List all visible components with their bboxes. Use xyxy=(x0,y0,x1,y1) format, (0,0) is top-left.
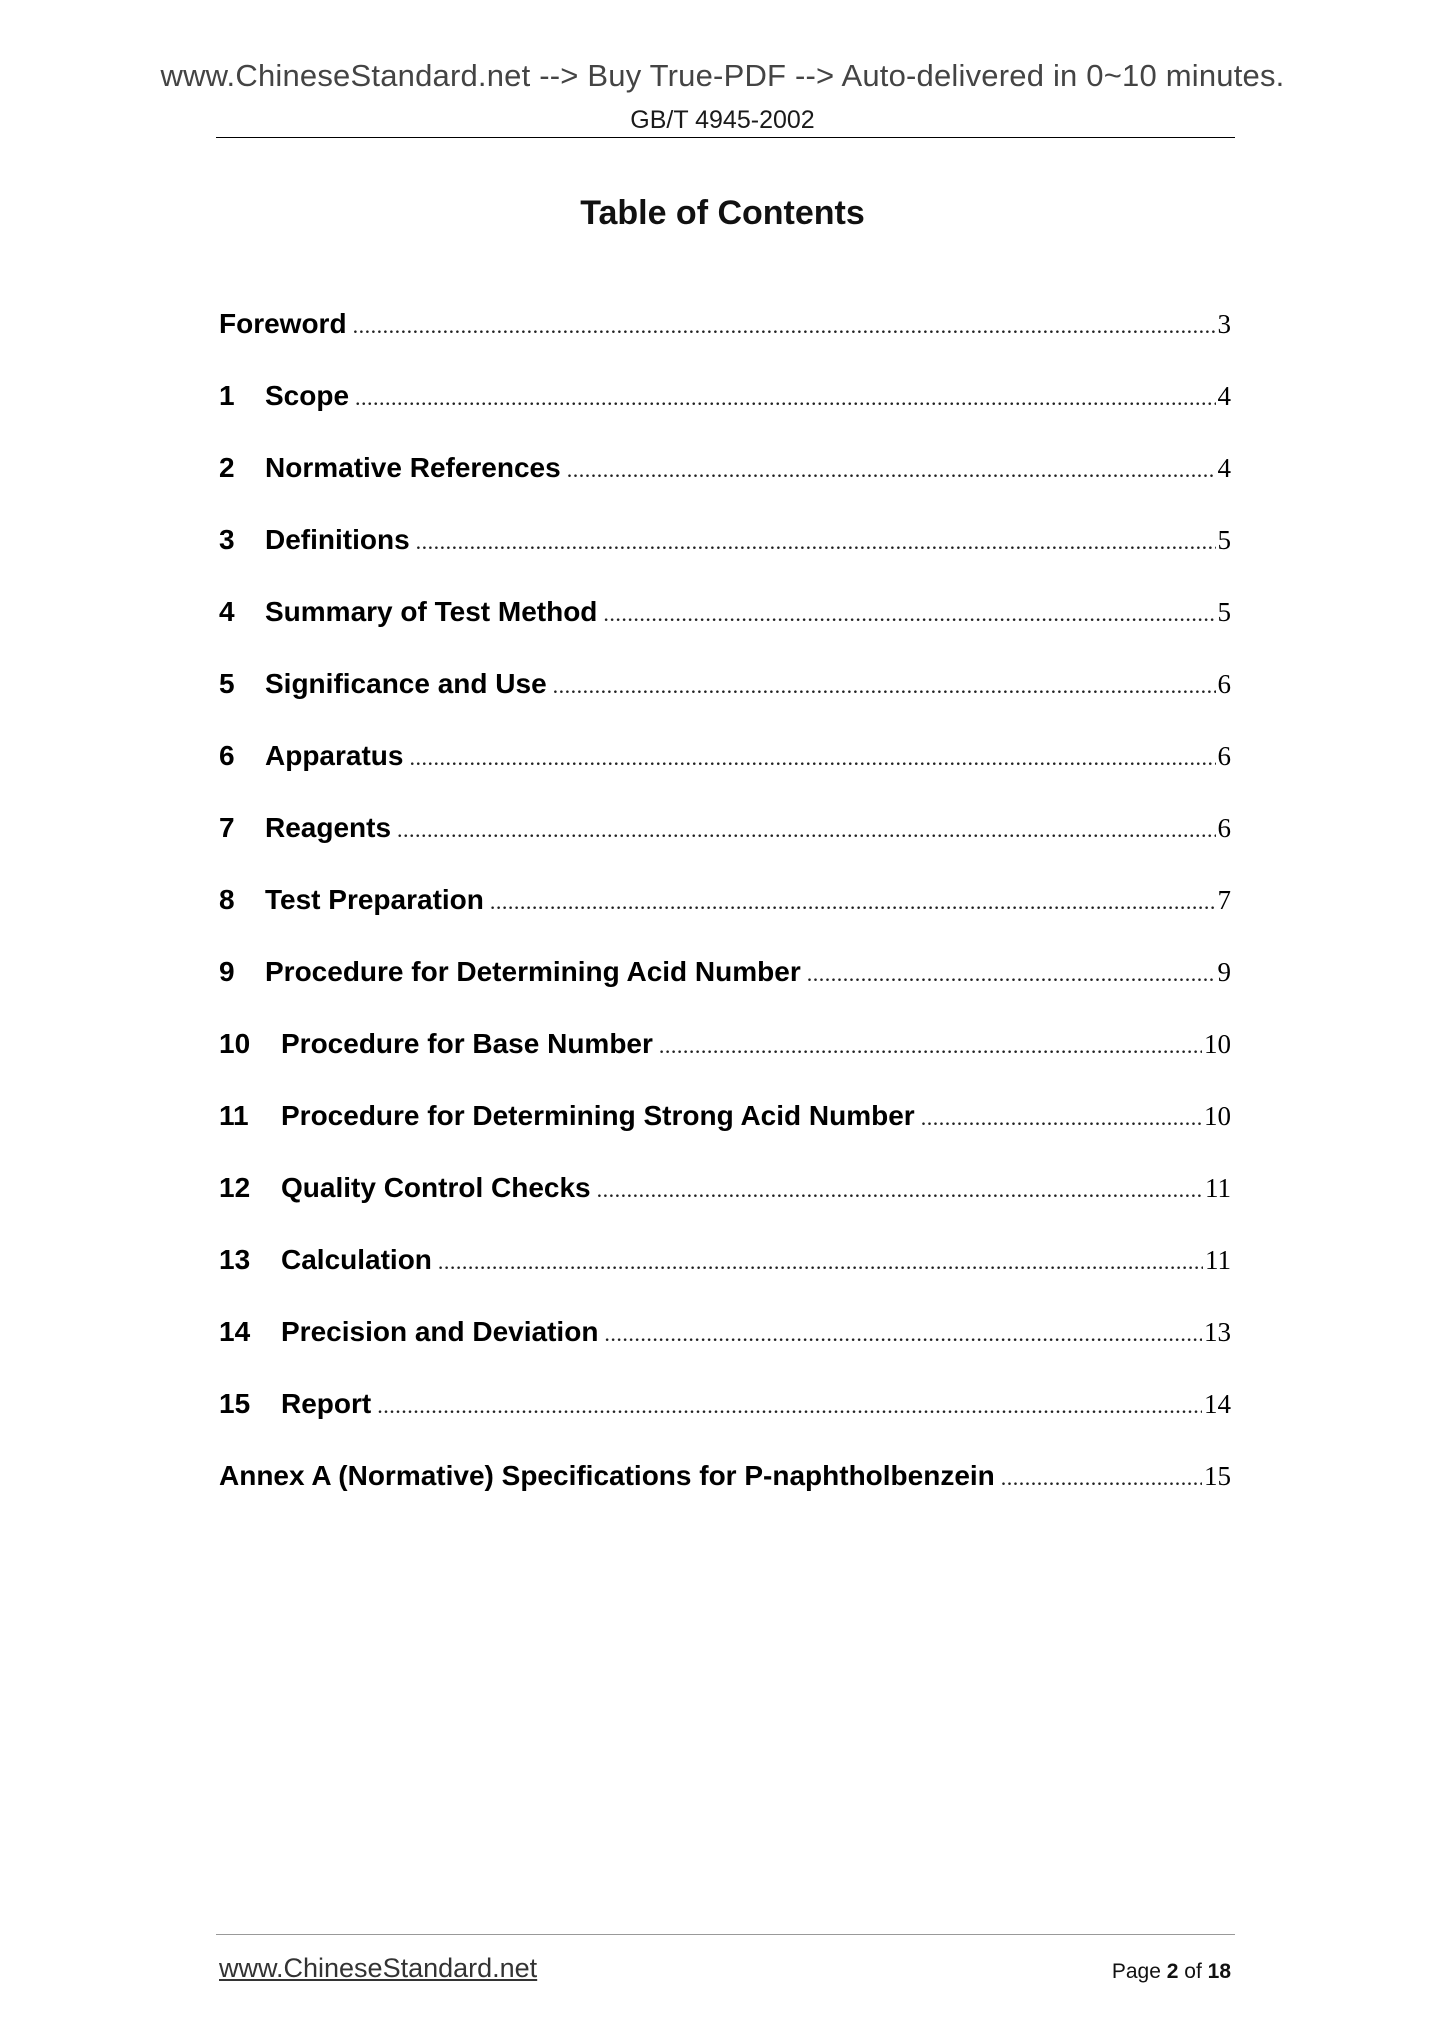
toc-entry-page: 10 xyxy=(1204,1029,1231,1059)
footer-site-link[interactable]: www.ChineseStandard.net xyxy=(219,1953,538,1983)
toc-entry-page: 4 xyxy=(1217,453,1231,483)
toc-entry-page: 15 xyxy=(1204,1461,1231,1491)
toc-entry-label: Normative References xyxy=(265,452,561,483)
toc-entry-acid-number[interactable] xyxy=(219,956,1231,1028)
toc-leader-dots xyxy=(490,889,1216,915)
toc-entry-page: 10 xyxy=(1204,1101,1231,1131)
toc-entry-label: Summary of Test Method xyxy=(265,596,598,627)
toc-entry-summary[interactable] xyxy=(219,596,1231,668)
toc-leader-dots xyxy=(603,601,1215,627)
toc-entry-label: Definitions xyxy=(265,524,410,555)
toc-entry-number: 10 xyxy=(219,1028,251,1059)
toc-entry-number: 4 xyxy=(219,596,235,627)
toc-entry-page: 11 xyxy=(1205,1173,1231,1203)
toc-leader-dots xyxy=(397,817,1215,843)
toc-entry-label: Annex A (Normative) Specifications for P-naphtholbenzein xyxy=(219,1460,995,1491)
toc-entry-page: 6 xyxy=(1217,669,1231,699)
toc-entry-page: 5 xyxy=(1217,525,1231,555)
toc-entry-number: 14 xyxy=(219,1316,251,1347)
toc-entry-quality-control[interactable] xyxy=(219,1172,1231,1244)
toc-entry-foreword[interactable] xyxy=(219,308,1231,380)
page-indicator xyxy=(1112,1960,1231,1984)
toc-entry-apparatus[interactable] xyxy=(219,740,1231,812)
toc-entry-label: Significance and Use xyxy=(265,668,547,699)
toc-leader-dots xyxy=(353,313,1216,339)
toc-entry-page: 14 xyxy=(1204,1389,1231,1419)
toc-entry-annex-a[interactable] xyxy=(219,1460,1231,1532)
header-divider xyxy=(216,137,1235,138)
toc-entry-number: 3 xyxy=(219,524,235,555)
site-banner: www.ChineseStandard.net --> Buy True-PDF --> Auto-delivered in 0~10 minutes. xyxy=(160,58,1285,93)
toc-entry-strong-acid-number[interactable] xyxy=(219,1100,1231,1172)
toc-entry-number: 7 xyxy=(219,812,235,843)
toc-entry-calculation[interactable] xyxy=(219,1244,1231,1316)
toc-entry-page: 4 xyxy=(1217,381,1231,411)
toc-leader-dots xyxy=(377,1393,1202,1419)
toc-entry-normative-references[interactable] xyxy=(219,452,1231,524)
toc-entry-label: Quality Control Checks xyxy=(281,1172,591,1203)
toc-leader-dots xyxy=(604,1321,1202,1347)
current-page-number: 2 xyxy=(1166,1960,1179,1983)
toc-entry-page: 7 xyxy=(1217,885,1231,915)
page-title: Table of Contents xyxy=(580,194,865,232)
toc-entry-number: 13 xyxy=(219,1244,251,1275)
toc-leader-dots xyxy=(553,673,1216,699)
toc-entry-label: Reagents xyxy=(265,812,392,843)
toc-entry-number: 15 xyxy=(219,1388,251,1419)
toc-leader-dots xyxy=(567,457,1216,483)
toc-leader-dots xyxy=(807,961,1216,987)
toc-entry-number: 9 xyxy=(219,956,235,987)
toc-entry-number: 1 xyxy=(219,380,235,411)
toc-entry-label: Calculation xyxy=(281,1244,432,1275)
table-of-contents xyxy=(219,308,1231,1532)
toc-entry-label: Report xyxy=(281,1388,372,1419)
footer-divider xyxy=(216,1934,1235,1935)
toc-entry-label: Foreword xyxy=(219,308,347,339)
toc-entry-definitions[interactable] xyxy=(219,524,1231,596)
total-pages-number: 18 xyxy=(1207,1960,1231,1983)
toc-entry-significance[interactable] xyxy=(219,668,1231,740)
toc-leader-dots xyxy=(438,1249,1203,1275)
toc-entry-precision[interactable] xyxy=(219,1316,1231,1388)
toc-entry-scope[interactable] xyxy=(219,380,1231,452)
toc-entry-page: 9 xyxy=(1217,957,1231,987)
toc-entry-label: Test Preparation xyxy=(265,884,484,915)
toc-entry-reagents[interactable] xyxy=(219,812,1231,884)
toc-leader-dots xyxy=(659,1033,1202,1059)
toc-entry-number: 5 xyxy=(219,668,235,699)
toc-entry-test-preparation[interactable] xyxy=(219,884,1231,956)
toc-entry-label: Procedure for Determining Strong Acid Number xyxy=(281,1100,915,1131)
toc-entry-report[interactable] xyxy=(219,1388,1231,1460)
toc-leader-dots xyxy=(355,385,1215,411)
toc-entry-number: 2 xyxy=(219,452,235,483)
toc-entry-page: 6 xyxy=(1217,813,1231,843)
toc-leader-dots xyxy=(921,1105,1202,1131)
toc-entry-number: 12 xyxy=(219,1172,251,1203)
toc-leader-dots xyxy=(409,745,1215,771)
toc-entry-page: 5 xyxy=(1217,597,1231,627)
toc-leader-dots xyxy=(597,1177,1203,1203)
toc-entry-label: Scope xyxy=(265,380,350,411)
toc-entry-page: 11 xyxy=(1205,1245,1231,1275)
toc-entry-number: 6 xyxy=(219,740,235,771)
toc-leader-dots xyxy=(1001,1465,1202,1491)
toc-leader-dots xyxy=(416,529,1216,555)
toc-entry-page: 6 xyxy=(1217,741,1231,771)
toc-entry-number: 8 xyxy=(219,884,235,915)
toc-entry-page: 13 xyxy=(1204,1317,1231,1347)
toc-entry-number: 11 xyxy=(219,1100,249,1131)
toc-entry-base-number[interactable] xyxy=(219,1028,1231,1100)
page-prefix: Page xyxy=(1111,1960,1161,1983)
toc-entry-page: 3 xyxy=(1217,309,1231,339)
toc-entry-label: Apparatus xyxy=(265,740,404,771)
toc-entry-label: Procedure for Base Number xyxy=(281,1028,653,1059)
toc-entry-label: Procedure for Determining Acid Number xyxy=(265,956,801,987)
toc-entry-label: Precision and Deviation xyxy=(281,1316,599,1347)
standard-code: GB/T 4945-2002 xyxy=(630,106,815,134)
page-of-label: of xyxy=(1184,1960,1202,1983)
